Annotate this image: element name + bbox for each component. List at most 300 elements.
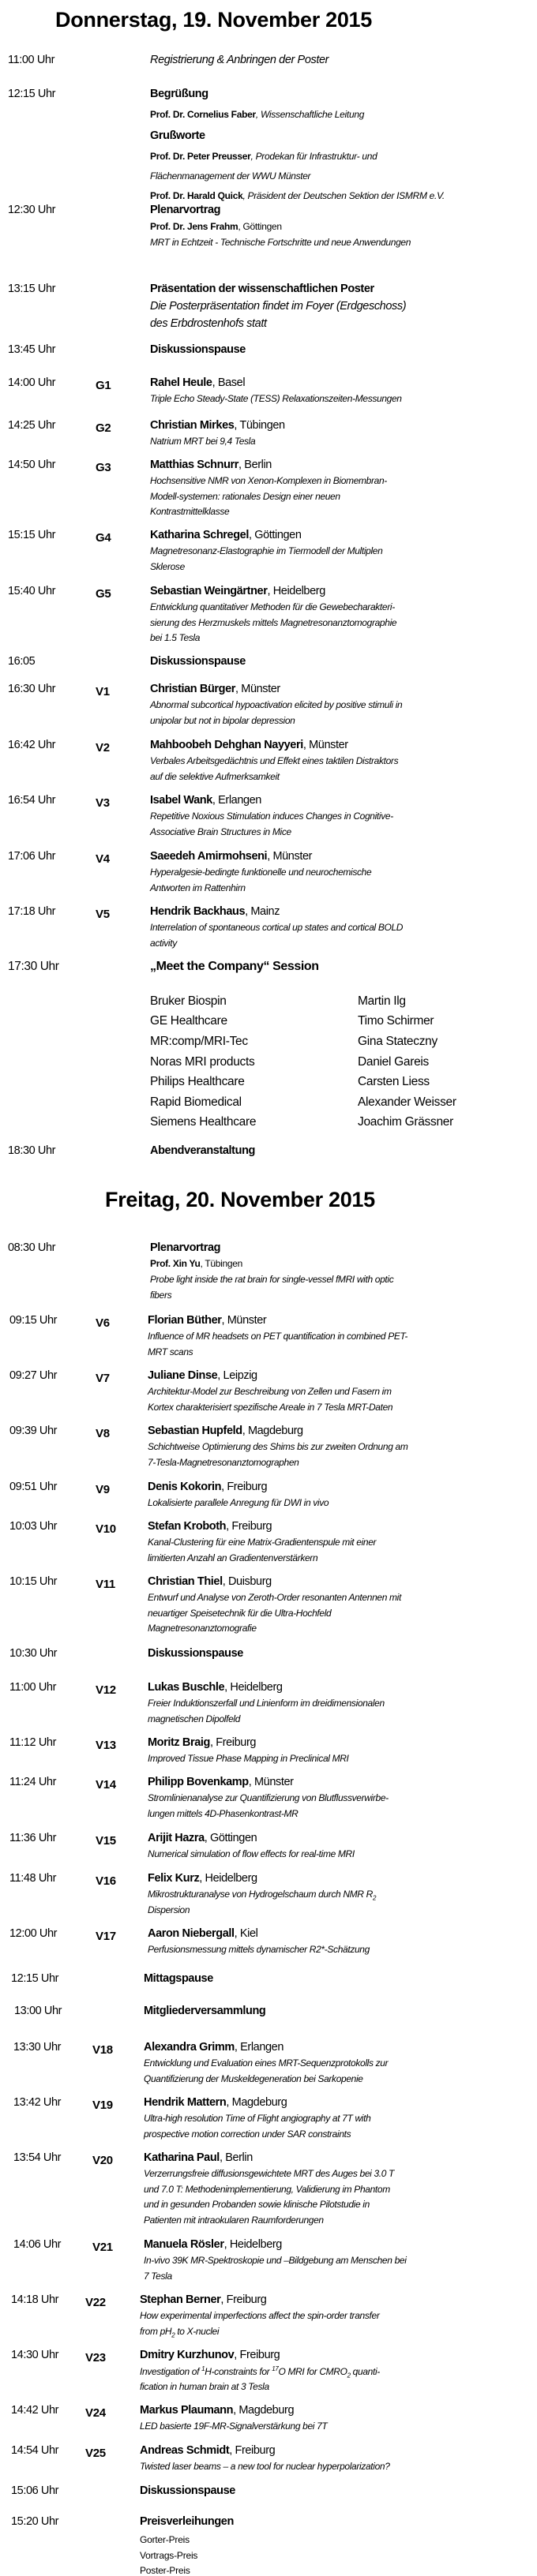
talk-title — [148, 1346, 193, 1357]
talk-title-line: 7-Tesla-Magnetresonanztomographen — [148, 1456, 299, 1468]
subscript: 2 — [171, 2331, 175, 2339]
talk-title-line: bei 1.5 Tesla — [150, 632, 201, 644]
talk-title-part: to X-nuclei — [175, 2326, 220, 2337]
speaker-city: , Magdeburg — [226, 2096, 287, 2109]
speaker-name: Florian Büther — [148, 1314, 222, 1327]
company-name: Bruker Biospin — [150, 994, 227, 1008]
speaker-city: , Freiburg — [229, 2444, 276, 2457]
evening-heading: Abendveranstaltung — [150, 1144, 255, 1157]
time: 15:15 Uhr — [8, 529, 56, 541]
speaker-name: Arijit Hazra — [148, 1832, 205, 1844]
talk-speaker — [148, 1520, 272, 1533]
talk-title — [150, 882, 246, 893]
time: 13:42 Uhr — [13, 2096, 62, 2109]
talk-title-line: Magnetresonanz-Elastographie im Tiermodell der Multiplen — [150, 545, 383, 556]
talk-code: V3 — [96, 796, 110, 810]
speaker-city: , Göttingen — [204, 1832, 257, 1844]
talk-title — [148, 1623, 257, 1634]
speaker-city: , Münster — [235, 683, 280, 695]
talk-title — [150, 811, 393, 822]
talk-title — [148, 1497, 329, 1508]
talk-title-line: Kontrastmittelklasse — [150, 506, 230, 518]
talk-code: V19 — [92, 2099, 113, 2112]
talk-title — [150, 436, 255, 447]
talk-code: G5 — [96, 587, 111, 601]
company-name: MR:comp/MRI-Tec — [150, 1035, 248, 1048]
talk-title-line: magnetischen Dipolfeld — [148, 1713, 241, 1724]
speaker-name: Sebastian Weingärtner — [150, 585, 268, 597]
talk-title-line: Antworten im Rattenhirn — [150, 882, 246, 893]
speaker-city: , Münster — [248, 1776, 294, 1788]
talk-code: V25 — [85, 2447, 106, 2460]
time: 14:06 Uhr — [13, 2238, 62, 2251]
talk-speaker — [150, 459, 272, 471]
break-heading: Diskussionspause — [140, 2484, 235, 2497]
talk-speaker — [140, 2444, 275, 2457]
talk-title-line: Ultra-high resolution Time of Flight angiography at 7T with — [144, 2113, 371, 2124]
talk-title-line: prospective motion correction under SAR constraints — [144, 2128, 351, 2140]
company-contact: Timo Schirmer — [358, 1014, 434, 1028]
speaker-name: Christian Mirkes — [150, 419, 235, 432]
talk-code: V4 — [96, 852, 110, 866]
speaker-name: Prof. Dr. Peter Preusser — [150, 151, 251, 162]
talk-speaker — [148, 1369, 257, 1382]
speaker-city: , Münster — [221, 1314, 267, 1327]
talk-title — [150, 491, 340, 502]
talk-code: V14 — [96, 1778, 116, 1792]
talk-speaker — [150, 905, 280, 918]
time: 13:54 Uhr — [13, 2151, 62, 2164]
speaker-name: Lukas Buschle — [148, 1681, 225, 1694]
speaker-city: , Heidelberg — [224, 1681, 283, 1694]
talk-title — [150, 699, 402, 710]
talk-title — [148, 1848, 355, 1859]
speaker-city: , Magdeburg — [242, 1425, 303, 1437]
talk-speaker — [140, 2293, 266, 2306]
speaker-role: , Wissenschaftliche Leitung — [255, 109, 365, 120]
speaker-name: Sebastian Hupfeld — [148, 1425, 242, 1437]
speaker-city: , Basel — [212, 376, 246, 389]
talk-code: V17 — [96, 1930, 116, 1943]
lunch-heading: Mittagspause — [144, 1972, 213, 1985]
talk-title: How experimental imperfections affect the spin-order transfer — [140, 2310, 380, 2321]
time: 14:18 Uhr — [11, 2293, 59, 2306]
talk-speaker — [148, 1832, 257, 1844]
talk-title-line: Entwicklung und Evaluation eines MRT-Sequenzprotokolls zur — [144, 2057, 389, 2069]
speaker-city: , Tübingen — [234, 419, 285, 432]
talk-code: V22 — [85, 2296, 106, 2309]
talk-title — [148, 1792, 389, 1803]
speaker-name: Saeedeh Amirmohseni — [150, 850, 268, 863]
talk-speaker — [150, 529, 302, 541]
time: 08:30 Uhr — [8, 1241, 56, 1254]
welcome-heading: Begrüßung — [150, 88, 208, 100]
speaker-name: Hendrik Backhaus — [150, 905, 246, 918]
time: 13:00 Uhr — [14, 2005, 62, 2017]
talk-title-line: Twisted laser beams – a new tool for nuclear hyperpolarization? — [140, 2461, 390, 2472]
time: 14:25 Uhr — [8, 419, 56, 432]
talk-title — [150, 755, 398, 766]
prize-item: Poster-Preis — [140, 2565, 190, 2576]
talk-code: V13 — [96, 1739, 116, 1752]
talk-speaker — [144, 2238, 282, 2251]
break-heading: Diskussionspause — [150, 655, 246, 668]
speaker-name: Dmitry Kurzhunov — [140, 2349, 235, 2361]
time: 13:15 Uhr — [8, 283, 56, 295]
talk-title-line: Kanal-Clustering für eine Matrix-Gradientenspule mit einer — [148, 1537, 377, 1548]
talk-title-line: Modell-systemen: rationales Design einer neuen — [150, 490, 340, 502]
time: 18:30 Uhr — [8, 1144, 56, 1157]
speaker-preusser — [150, 151, 377, 162]
speaker-name: Matthias Schnurr — [150, 459, 239, 471]
talk-title-line: Lokalisierte parallele Anregung für DWI in vivo — [148, 1497, 329, 1508]
talk-title — [150, 632, 200, 643]
talk-speaker — [144, 2096, 287, 2109]
speaker-name: Markus Plaumann — [140, 2404, 234, 2417]
speaker-name: Stefan Kroboth — [148, 1520, 227, 1533]
speaker-city: , Freiburg — [226, 1520, 272, 1533]
speaker-city: , Freiburg — [220, 2293, 267, 2306]
talk-title — [150, 601, 395, 612]
talk-title — [150, 506, 229, 517]
speaker-name: Hendrik Mattern — [144, 2096, 227, 2109]
speaker-name: Katharina Schregel — [150, 529, 249, 541]
company-contact: Daniel Gareis — [358, 1055, 430, 1069]
time: 14:54 Uhr — [11, 2444, 59, 2457]
speaker-city: , Magdeburg — [233, 2404, 295, 2417]
talk-title — [140, 2326, 219, 2338]
talk-speaker — [148, 1927, 257, 1940]
talk-title-line: Entwicklung quantitativer Methoden für die Gewebecharakteri- — [150, 601, 395, 612]
time: 12:15 Uhr — [11, 1972, 59, 1985]
plenary-speaker — [150, 221, 282, 232]
talk-speaker — [148, 1425, 303, 1437]
time: 12:15 Uhr — [8, 88, 56, 100]
talk-title — [150, 393, 402, 404]
talk-title-line: Dispersion — [148, 1904, 190, 1915]
prize-item: Gorter-Preis — [140, 2534, 190, 2545]
talk-title — [148, 1552, 317, 1563]
talk-title-line: Associative Brain Structures in Mice — [150, 826, 291, 837]
greetings-heading: Grußworte — [150, 129, 205, 142]
speaker-name: Mahboobeh Dehghan Nayyeri — [150, 739, 303, 751]
talk-title-line: Improved Tissue Phase Mapping in Preclinical MRI — [148, 1753, 349, 1764]
plenary-heading: Plenarvortrag — [150, 204, 221, 216]
time: 09:39 Uhr — [9, 1425, 58, 1437]
talk-code: V21 — [92, 2241, 113, 2254]
registration-text: Registrierung & Anbringen der Poster — [150, 54, 329, 66]
talk-title-line: neuartiger Speisetechnik für die Ultra-Hochfeld — [148, 1607, 332, 1619]
talk-title: MRT in Echtzeit - Technische Fortschritte und neue Anwendungen — [150, 237, 411, 248]
talk-title-line: Schichtweise Optimierung des Shims bis zur zweiten Ordnung am — [148, 1441, 408, 1452]
speaker-name: Aaron Niebergall — [148, 1927, 235, 1940]
talk-title — [148, 1386, 392, 1397]
time: 15:06 Uhr — [11, 2484, 59, 2497]
talk-speaker — [150, 376, 245, 389]
speaker-name: Rahel Heule — [150, 376, 212, 389]
time: 16:05 — [8, 655, 36, 668]
talk-title — [144, 2199, 370, 2210]
speaker-faber — [150, 109, 364, 120]
time: 11:12 Uhr — [9, 1736, 57, 1749]
talk-title — [144, 2271, 172, 2282]
speaker-name: Prof. Dr. Harald Quick — [150, 190, 243, 201]
talk-title-line: Interrelation of spontaneous cortical up states and cortical BOLD — [150, 922, 404, 933]
company-name: Siemens Healthcare — [150, 1115, 257, 1129]
talk-speaker — [144, 2041, 284, 2054]
time: 11:36 Uhr — [9, 1832, 57, 1844]
talk-speaker — [140, 2349, 280, 2361]
time: 14:30 Uhr — [11, 2349, 59, 2361]
time: 11:48 Uhr — [9, 1872, 57, 1885]
speaker-name: Stephan Berner — [140, 2293, 221, 2306]
talk-title-line: Hochsensitive NMR von Xenon-Komplexen in Biomembran- — [150, 475, 387, 486]
speaker-name: Alexandra Grimm — [144, 2041, 235, 2054]
talk-title: Probe light inside the rat brain for single-vessel fMRI with optic — [150, 1274, 394, 1285]
speaker-role-cont: Flächenmanagement der WWU Münster — [150, 170, 311, 182]
talk-speaker — [148, 1872, 257, 1885]
talk-code: V6 — [96, 1316, 110, 1330]
talk-title — [150, 617, 396, 628]
talk-title-line: auf die selektive Aufmerksamkeit — [150, 770, 280, 782]
talk-title-line: Verbales Arbeitsgedächtnis und Effekt eines taktilen Distraktors — [150, 755, 399, 766]
talk-title — [144, 2073, 363, 2084]
speaker-name: Prof. Dr. Jens Frahm — [150, 221, 238, 232]
talk-title-line: Architektur-Model zur Beschreibung von Zellen und Fasern im — [148, 1386, 392, 1397]
speaker-name: Katharina Paul — [144, 2151, 220, 2164]
talk-speaker — [148, 1314, 266, 1327]
talk-title — [148, 1889, 376, 1901]
speaker-city: , Berlin — [219, 2151, 253, 2164]
talk-speaker — [150, 419, 285, 432]
talk-title — [148, 1698, 385, 1709]
talk-speaker — [144, 2151, 253, 2164]
speaker-city: , Heidelberg — [223, 2238, 282, 2251]
talk-title-line: Sklerose — [150, 560, 185, 572]
company-heading: „Meet the Company“ Session — [150, 960, 319, 973]
time: 17:18 Uhr — [8, 905, 56, 918]
talk-speaker — [140, 2404, 294, 2417]
talk-title-line: Mikrostrukturanalyse von Hydrogelschaum durch NMR R — [148, 1889, 373, 1900]
time: 16:54 Uhr — [8, 794, 56, 807]
talk-title-part: quanti- — [350, 2366, 380, 2377]
talk-title — [144, 2113, 370, 2124]
poster-note: Die Posterpräsentation findet im Foyer (Erdgeschoss) — [150, 300, 407, 313]
talk-code: V1 — [96, 685, 110, 698]
time: 11:00 Uhr — [8, 54, 55, 66]
talk-code: V11 — [96, 1578, 115, 1591]
speaker-name: Felix Kurz — [148, 1872, 200, 1885]
talk-code: G2 — [96, 421, 111, 435]
talk-speaker — [148, 1736, 256, 1749]
speaker-name: Manuela Rösler — [144, 2238, 224, 2251]
talk-title-line: Verzerrungsfreie diffusionsgewichtete MRT des Auges bei 3.0 T — [144, 2168, 395, 2179]
talk-speaker — [150, 850, 312, 863]
time: 10:15 Uhr — [9, 1575, 58, 1588]
speaker-name: Denis Kokorin — [148, 1481, 222, 1493]
talk-title: fication in human brain at 3 Tesla — [140, 2381, 269, 2392]
talk-code: G1 — [96, 379, 111, 392]
speaker-name: Juliane Dinse — [148, 1369, 218, 1382]
company-contact: Martin Ilg — [358, 994, 406, 1008]
talk-title-part: H-constraints for — [205, 2366, 272, 2377]
time: 17:06 Uhr — [8, 850, 56, 863]
talk-title-line: Influence of MR headsets on PET quantification in combined PET- — [148, 1331, 408, 1342]
speaker-city: , Leipzig — [217, 1369, 257, 1382]
talk-title — [144, 2184, 390, 2195]
talk-title — [150, 771, 280, 782]
talk-code: V2 — [96, 741, 110, 754]
talk-title-line: Freier Induktionszerfall und Linienform im dreidimensionalen — [148, 1698, 385, 1709]
time: 09:27 Uhr — [9, 1369, 58, 1382]
talk-title-line: Entwurf und Analyse von Zeroth-Order resonanten Antennen mit — [148, 1592, 401, 1603]
talk-title-line: und 7.0 T: Methodenimplementierung, Validierung im Phantom — [144, 2183, 390, 2195]
speaker-name: Christian Thiel — [148, 1575, 223, 1588]
talk-speaker — [148, 1681, 283, 1694]
talk-code: V15 — [96, 1834, 116, 1848]
speaker-city: , Münster — [267, 850, 313, 863]
talk-title-line: Triple Echo Steady-State (TESS) Relaxationszeiten-Messungen — [150, 393, 402, 404]
speaker-city: , Heidelberg — [199, 1872, 257, 1885]
talk-title-line: 7 Tesla — [144, 2270, 172, 2282]
break-heading: Diskussionspause — [148, 1647, 243, 1660]
talk-title-line: unipolar but not in bipolar depression — [150, 714, 295, 726]
talk-code: V5 — [96, 908, 110, 921]
time: 13:30 Uhr — [13, 2041, 62, 2054]
talk-code: G4 — [96, 531, 111, 545]
talk-code: V24 — [85, 2406, 106, 2420]
talk-code: V18 — [92, 2043, 113, 2057]
talk-title-line: Numerical simulation of flow effects for real-time MRI — [148, 1848, 355, 1859]
time: 15:20 Uhr — [11, 2515, 59, 2528]
talk-title — [148, 1592, 401, 1603]
talk-title — [148, 1904, 190, 1915]
time: 09:15 Uhr — [9, 1314, 58, 1327]
talk-title — [150, 561, 185, 572]
time: 14:00 Uhr — [8, 376, 56, 389]
talk-code: V20 — [92, 2154, 113, 2167]
speaker-city: , Duisburg — [222, 1575, 272, 1588]
talk-title — [140, 2421, 327, 2432]
company-contact: Carsten Liess — [358, 1075, 430, 1088]
talk-title-line: Kortex charakterisiert spezifische Areale in 7 Tesla MRT-Daten — [148, 1401, 393, 1413]
poster-note: des Erbdrostenhofs statt — [150, 317, 267, 330]
time: 13:45 Uhr — [8, 343, 56, 356]
talk-title-line: Magnetresonanztomografie — [148, 1623, 257, 1634]
prizes-heading: Preisverleihungen — [140, 2515, 234, 2528]
talk-title — [140, 2365, 380, 2379]
speaker-city: , Tübingen — [200, 1258, 243, 1269]
speaker-city: , Heidelberg — [267, 585, 325, 597]
talk-code: V9 — [96, 1483, 110, 1496]
talk-speaker — [148, 1776, 294, 1788]
talk-speaker — [150, 683, 280, 695]
talk-code: V16 — [96, 1874, 116, 1888]
speaker-name: Christian Bürger — [150, 683, 236, 695]
speaker-city: , Freiburg — [221, 1481, 268, 1493]
subscript: 2 — [372, 1894, 377, 1902]
company-name: Noras MRI products — [150, 1055, 255, 1069]
time: 12:30 Uhr — [8, 204, 56, 216]
talk-title-line: Hyperalgesie-bedingte funktionelle und neurochemische — [150, 867, 372, 878]
talk-title-line: activity — [150, 937, 177, 949]
subscript: 2 — [347, 2372, 351, 2379]
talk-title-line: Repetitive Noxious Stimulation induces Changes in Cognitive- — [150, 811, 393, 822]
speaker-name: Isabel Wank — [150, 794, 212, 807]
speaker-name: Philipp Bovenkamp — [148, 1776, 249, 1788]
speaker-name: Prof. Dr. Cornelius Faber — [150, 109, 256, 120]
speaker-role: , Prodekan für Infrastruktur- und — [250, 151, 377, 162]
speaker-city: , Göttingen — [238, 221, 282, 232]
talk-title — [144, 2255, 407, 2266]
talk-title — [148, 1753, 349, 1764]
talk-title — [148, 1944, 370, 1955]
speaker-city: , Erlangen — [234, 2041, 284, 2054]
talk-title-line: Abnormal subcortical hypoactivation elicited by positive stimuli in — [150, 699, 403, 710]
time: 10:30 Uhr — [9, 1647, 58, 1660]
talk-code: V8 — [96, 1427, 110, 1440]
talk-title — [150, 715, 295, 726]
time: 12:00 Uhr — [9, 1927, 58, 1940]
talk-title — [148, 1441, 407, 1452]
speaker-city: , Göttingen — [248, 529, 302, 541]
talk-code: G3 — [96, 461, 111, 474]
talk-title — [144, 2215, 324, 2226]
speaker-name: Prof. Xin Yu — [150, 1258, 201, 1269]
talk-title — [148, 1402, 392, 1413]
company-contact: Joachim Grässner — [358, 1115, 453, 1129]
company-name: Philips Healthcare — [150, 1075, 245, 1088]
time: 14:50 Uhr — [8, 459, 56, 471]
plenary-speaker — [150, 1258, 242, 1269]
time: 15:40 Uhr — [8, 585, 56, 597]
talk-title — [140, 2461, 390, 2472]
talk-title-line: Patienten mit intraokularen Raumforderungen — [144, 2215, 324, 2226]
time: 11:24 Uhr — [9, 1776, 57, 1788]
talk-title — [148, 1537, 376, 1548]
talk-title — [148, 1457, 299, 1468]
talk-code: V23 — [85, 2351, 106, 2364]
talk-title — [148, 1608, 331, 1619]
speaker-city: , Münster — [302, 739, 348, 751]
talk-title-line: Stromlinienanalyse zur Quantifizierung von Blutflussverwirbe- — [148, 1792, 389, 1803]
talk-speaker — [148, 1575, 272, 1588]
talk-title-line: und in gesunden Probanden sowie klinische Pilotstudie in — [144, 2199, 370, 2211]
day-title-thursday: Donnerstag, 19. November 2015 — [55, 8, 372, 32]
talk-code: V7 — [96, 1372, 110, 1385]
speaker-city: , Freiburg — [209, 1736, 257, 1749]
day-title-friday: Freitag, 20. November 2015 — [105, 1188, 375, 1211]
talk-title — [150, 922, 403, 933]
talk-title — [148, 1808, 299, 1819]
talk-code: V10 — [96, 1522, 116, 1536]
time: 17:30 Uhr — [8, 960, 59, 973]
speaker-city: , Kiel — [234, 1927, 258, 1940]
talk-title-part: from pH — [140, 2326, 172, 2337]
talk-title-line: LED basierte 19F-MR-Signalverstärkung bei 7T — [140, 2421, 328, 2432]
talk-title-line: Quantifizierung der Muskeldegeneration bei Sarkopenie — [144, 2072, 363, 2084]
company-name: Rapid Biomedical — [150, 1095, 242, 1109]
talk-title — [150, 826, 291, 837]
talk-speaker — [148, 1481, 267, 1493]
talk-title — [148, 1713, 240, 1724]
talk-title — [148, 1331, 407, 1342]
speaker-role: , Präsident der Deutschen Sektion der ISMRM e.V. — [242, 190, 445, 201]
company-contact: Gina Stateczny — [358, 1035, 437, 1048]
talk-title-line: Natrium MRT bei 9,4 Tesla — [150, 436, 256, 447]
plenary-heading: Plenarvortrag — [150, 1241, 221, 1254]
members-heading: Mitgliederversammlung — [144, 2005, 266, 2017]
